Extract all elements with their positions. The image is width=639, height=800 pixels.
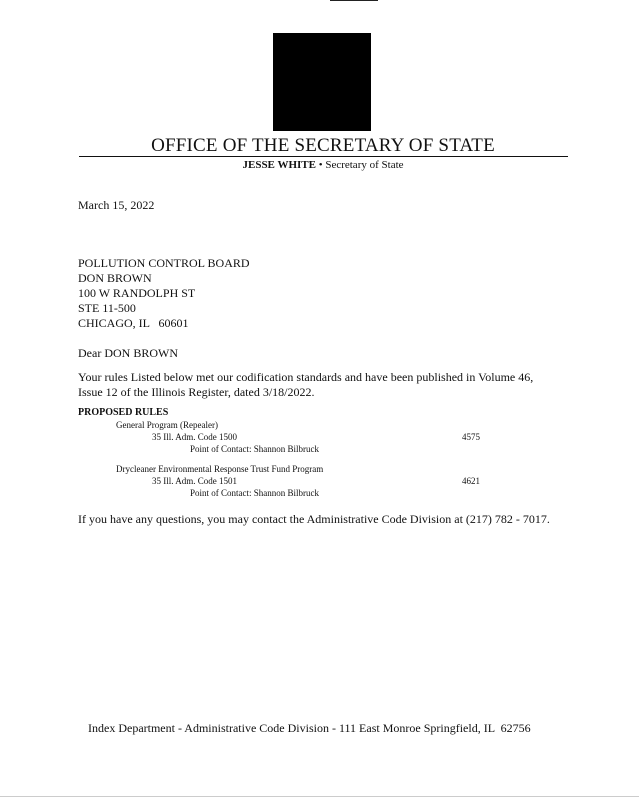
body-paragraph: Your rules Listed below met our codification standards and have been published in Volume 46, Issue 12 of the Illinois Register, dated 3/18/2022. (78, 370, 534, 399)
letter-date: March 15, 2022 (78, 198, 155, 212)
state-seal (273, 33, 371, 131)
rule-program: Drycleaner Environmental Response Trust Fund Program (116, 464, 324, 474)
recipient-street: 100 W RANDOLPH ST (78, 286, 196, 300)
rule-contact: Point of Contact: Shannon Bilbruck (190, 488, 319, 498)
salutation: Dear DON BROWN (78, 346, 178, 360)
header-divider (79, 156, 568, 157)
scan-edge-top (330, 0, 378, 1)
office-title: OFFICE OF THE SECRETARY OF STATE (151, 135, 495, 156)
rule-code: 35 Ill. Adm. Code 1501 (152, 476, 237, 486)
recipient-city-state-zip: CHICAGO, IL 60601 (78, 316, 189, 330)
rule-page: 4621 (462, 476, 480, 486)
recipient-suite: STE 11-500 (78, 301, 136, 315)
letterhead-subtitle (80, 159, 566, 171)
secretary-title: Secretary of State (325, 159, 404, 171)
rule-page: 4575 (462, 432, 480, 442)
scan-edge-bottom (0, 796, 639, 797)
secretary-name: JESSE WHITE (242, 159, 316, 171)
separator-dot: • (318, 159, 323, 171)
rule-contact: Point of Contact: Shannon Bilbruck (190, 444, 319, 454)
closing-paragraph: If you have any questions, you may contact the Administrative Code Division at (217) 782 - 7017. (78, 512, 550, 526)
recipient-address (78, 256, 250, 331)
section-heading: PROPOSED RULES (78, 407, 169, 418)
rule-code: 35 Ill. Adm. Code 1500 (152, 432, 237, 442)
rule-program: General Program (Repealer) (116, 420, 218, 430)
footer-address: Index Department - Administrative Code Division - 111 East Monroe Springfield, IL 62756 (88, 721, 531, 735)
recipient-organization: POLLUTION CONTROL BOARD (78, 256, 250, 270)
recipient-name: DON BROWN (78, 271, 152, 285)
